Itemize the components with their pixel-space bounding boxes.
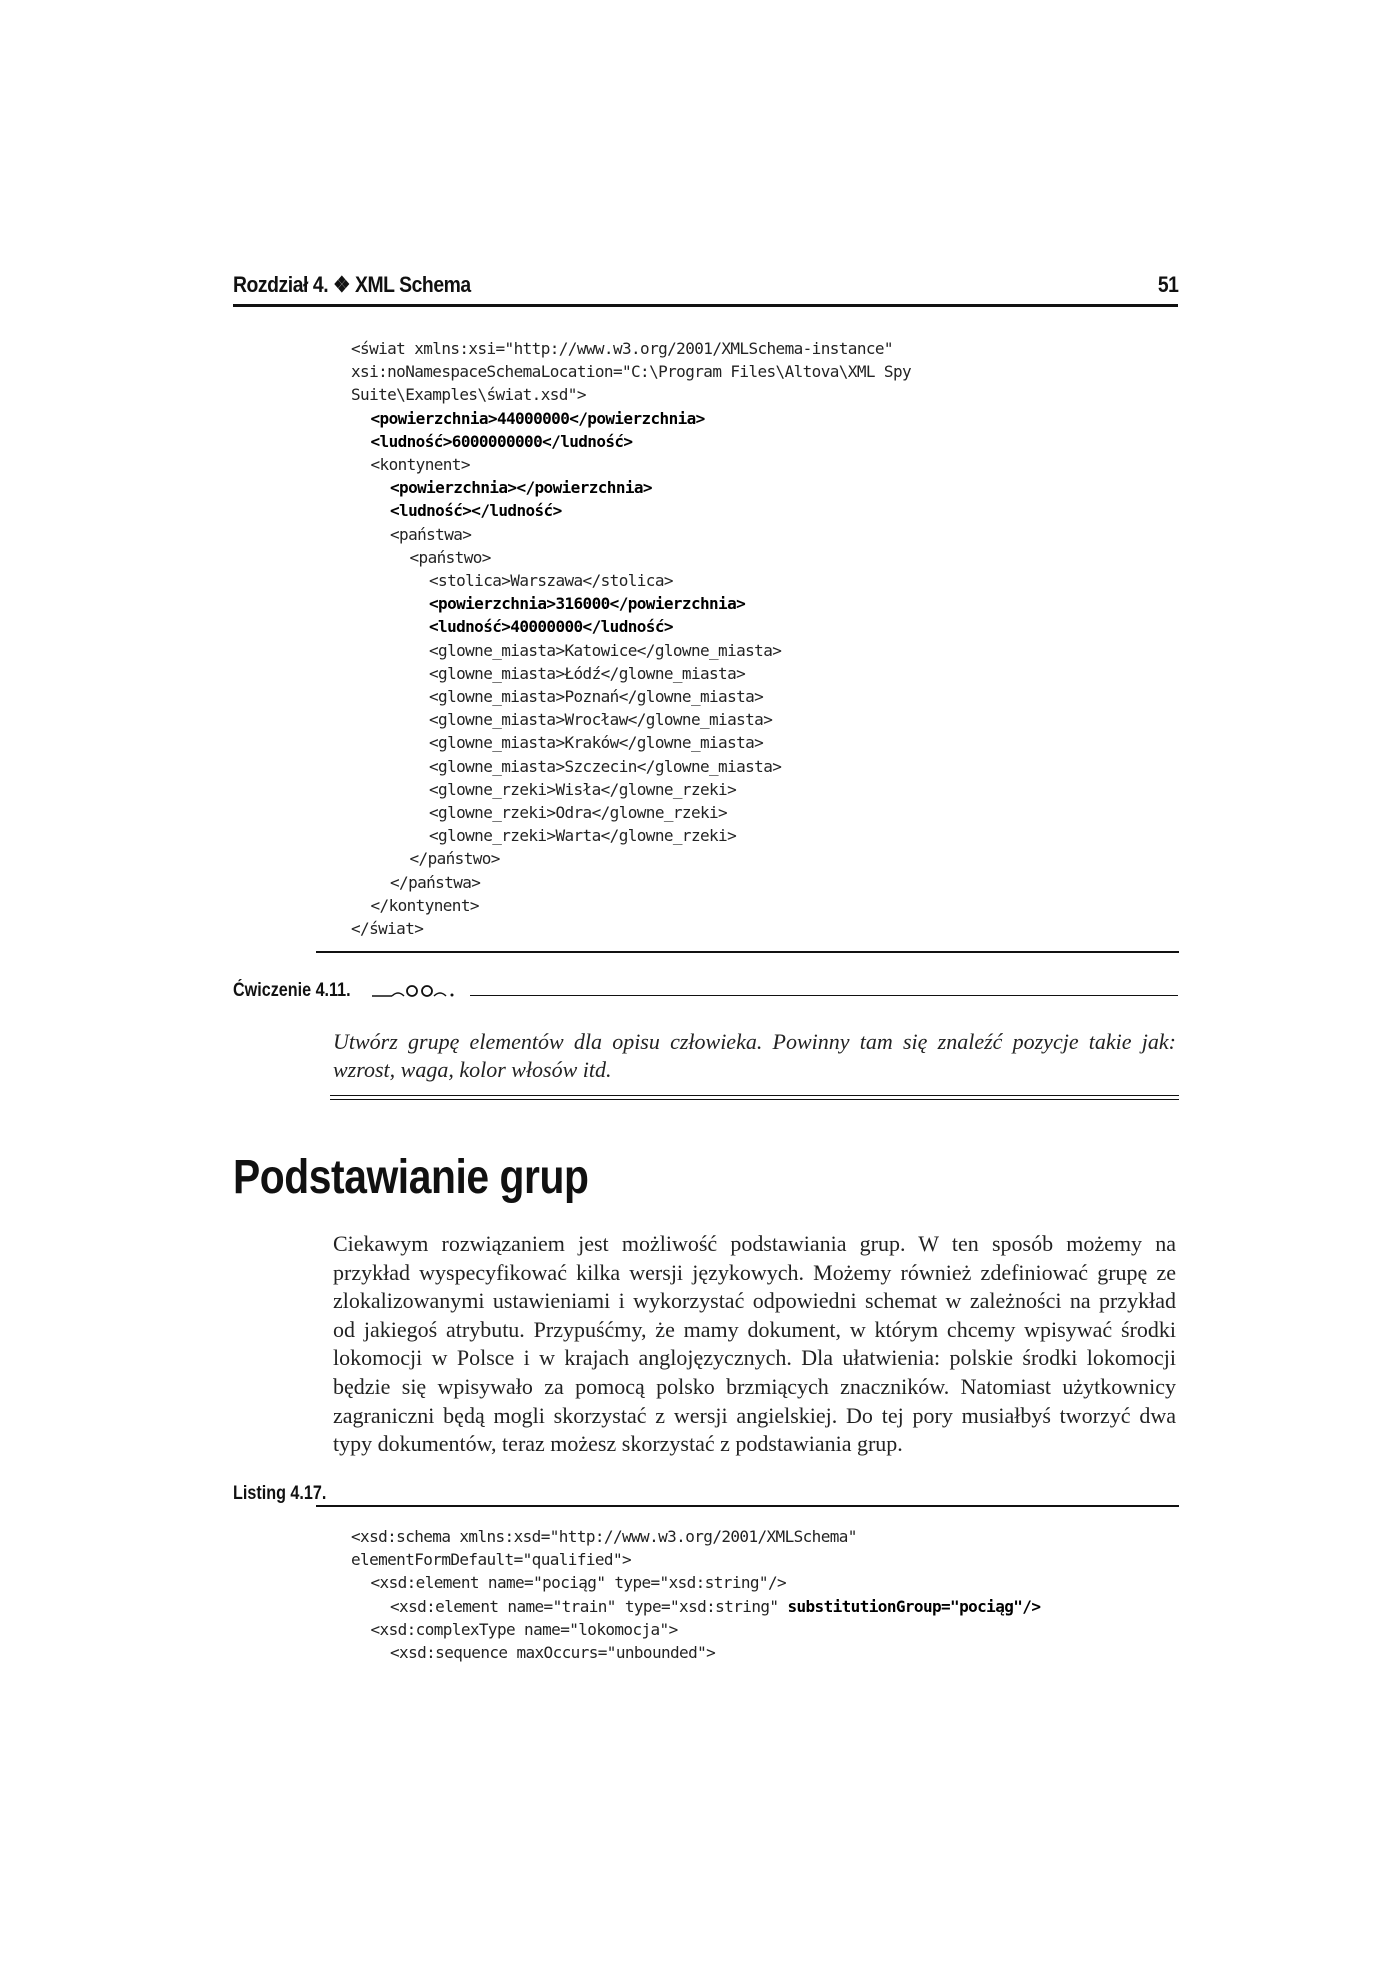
code-line: <powierzchnia></powierzchnia>	[390, 478, 652, 498]
code-line	[351, 1618, 1181, 1641]
ornament-icon	[372, 980, 472, 1002]
code-line: <glowne_miasta>Łódź</glowne_miasta>	[429, 663, 746, 683]
code-fragment: <xsd:element name="train" type="xsd:string"	[390, 1596, 788, 1616]
page-number: 51	[1157, 272, 1178, 297]
code-fragment: <xsd:schema xmlns:xsd="http://www.w3.org/2001/XMLSchema"	[351, 1527, 857, 1546]
code-block-bottom-rule	[316, 951, 1179, 953]
code-line: <stolica>Warszawa</stolica>	[429, 571, 673, 591]
code-line: <ludność>40000000</ludność>	[429, 617, 673, 637]
exercise-label: Ćwiczenie 4.11.	[233, 980, 351, 1001]
code-line: </państwa>	[390, 872, 481, 892]
code-line: </kontynent>	[370, 895, 479, 915]
code-line: <glowne_miasta>Kraków</glowne_miasta>	[429, 733, 764, 753]
code-line: <glowne_miasta>Katowice</glowne_miasta>	[429, 640, 782, 660]
code-line: <świat xmlns:xsi="http://www.w3.org/2001/XMLSchema-instance"	[351, 339, 893, 358]
code-line: <glowne_miasta>Poznań</glowne_miasta>	[429, 687, 764, 707]
code-line	[351, 1641, 1181, 1664]
exercise-text: Utwórz grupę elementów dla opisu człowieka. Powinny tam się znaleźć pozycje takie jak: wzrost, waga, kolor włosów itd.	[333, 1029, 1176, 1082]
running-header	[233, 272, 1178, 307]
code-line: <państwo>	[409, 547, 491, 567]
code-line: <glowne_rzeki>Odra</glowne_rzeki>	[429, 803, 728, 823]
code-line: <kontynent>	[370, 455, 470, 475]
chapter-title: Rozdział 4. ❖ XML Schema	[233, 272, 471, 297]
code-line: <glowne_miasta>Wrocław</glowne_miasta>	[429, 710, 773, 730]
code-line: <glowne_rzeki>Warta</glowne_rzeki>	[429, 826, 737, 846]
code-block-swiat	[351, 337, 1181, 940]
code-line: Suite\Examples\świat.xsd">	[351, 385, 586, 405]
exercise-label-line	[470, 995, 1178, 996]
code-fragment: <xsd:element name="pociąg" type="xsd:string"/>	[370, 1573, 787, 1593]
code-line: xsi:noNamespaceSchemaLocation="C:\Program Files\Altova\XML Spy	[351, 362, 912, 382]
exercise-bottom-rule	[330, 1095, 1179, 1100]
code-line: <glowne_miasta>Szczecin</glowne_miasta>	[429, 756, 782, 776]
code-line: <powierzchnia>44000000</powierzchnia>	[370, 408, 705, 428]
section-paragraph: Ciekawym rozwiązaniem jest możliwość podstawiania grup. W ten sposób możemy na przykład wyspecyfikować kilka wersji językowych. Możemy również zdefiniować grupę ze zlokalizowanymi ustawieniami i wykorzystać odpowiedni schemat w zależności na przykład od jakiegoś atrybutu. Przypuśćmy, że mamy dokument, w którym chcemy wpisywać środki lokomocji w Polsce i w krajach anglojęzycznych. Dla ułatwienia: polskie środki lokomocji będzie się wpisywało za pomocą polsko brzmiących znaczników. Natomiast użytkownicy zagraniczni będą mogli skorzystać z wersji angielskiej. Do tej pory musiałbyś tworzyć dwa typy dokumentów, teraz możesz skorzystać z podstawiania grup.	[333, 1231, 1176, 1457]
code-fragment: elementFormDefault="qualified">	[351, 1550, 632, 1570]
code-fragment: <xsd:complexType name="lokomocja">	[370, 1619, 678, 1639]
code-line: <powierzchnia>316000</powierzchnia>	[429, 594, 746, 614]
code-line	[351, 1525, 1181, 1548]
code-line	[351, 1595, 1181, 1618]
code-line	[351, 1571, 1181, 1594]
listing-top-rule	[316, 1505, 1179, 1507]
code-fragment: substitutionGroup="pociąg"/>	[787, 1596, 1041, 1616]
code-fragment: <xsd:sequence maxOccurs="unbounded">	[390, 1643, 716, 1663]
code-line: </świat>	[351, 919, 424, 939]
code-block-listing	[351, 1525, 1181, 1664]
code-line: <ludność></ludność>	[390, 501, 562, 521]
section-title: Podstawianie grup	[233, 1151, 589, 1204]
code-line: <glowne_rzeki>Wisła</glowne_rzeki>	[429, 779, 737, 799]
code-line	[351, 1548, 1181, 1571]
code-line: </państwo>	[409, 849, 500, 869]
listing-label: Listing 4.17.	[233, 1483, 327, 1504]
code-line: <państwa>	[390, 524, 472, 544]
code-line: <ludność>6000000000</ludność>	[370, 431, 633, 451]
